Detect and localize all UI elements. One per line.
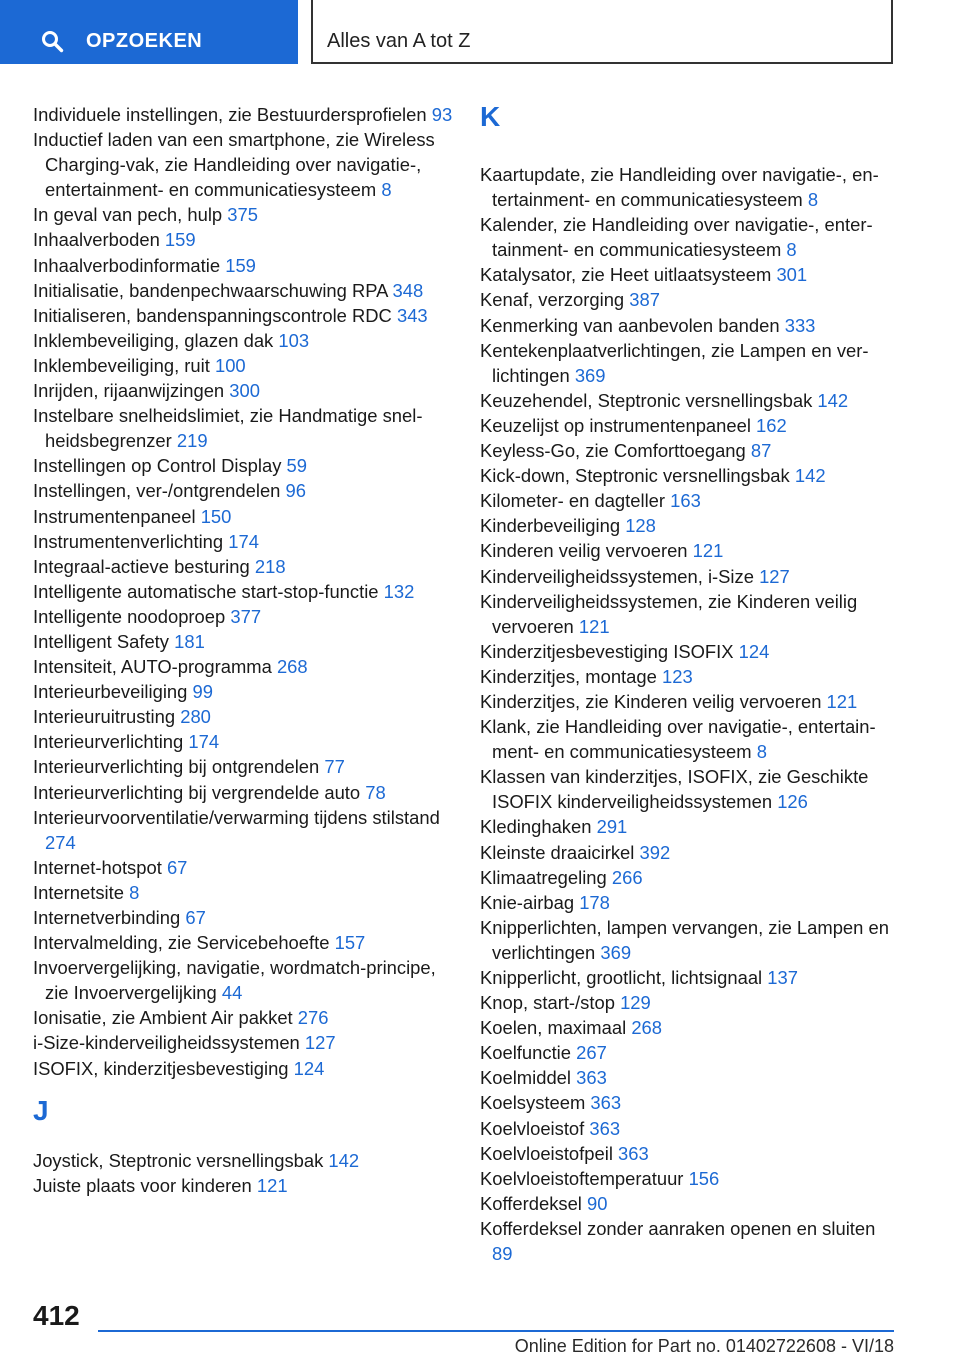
index-page-link[interactable]: 363: [589, 1117, 621, 1139]
index-page-link[interactable]: 96: [285, 480, 307, 502]
index-entry-text: i-Size-kinderveiligheidssystemen: [33, 1032, 300, 1054]
index-entry-text: Koelfunctie: [480, 1042, 571, 1064]
index-page-link[interactable]: 124: [738, 640, 770, 662]
search-tab-label: OPZOEKEN: [86, 30, 203, 52]
index-page-link[interactable]: 127: [304, 1032, 336, 1054]
index-entry: [480, 1040, 900, 1065]
index-page-link[interactable]: 137: [767, 967, 798, 988]
index-entry-text: Inklembeveiliging, ruit: [33, 354, 210, 376]
index-entry-text: Integraal-actieve besturing: [33, 555, 250, 577]
index-page-link[interactable]: 343: [396, 304, 428, 326]
index-entry: [480, 714, 900, 764]
index-page-link[interactable]: 132: [383, 580, 415, 602]
index-entry: [33, 579, 453, 604]
index-entry-text: Koelvloeistof: [480, 1117, 585, 1139]
index-entry-text: Klank, zie Handleiding over navigatie-, entertainment- en communicatiesysteem: [480, 716, 876, 763]
index-entry: [480, 840, 900, 865]
index-entry: [33, 253, 453, 278]
index-page-link[interactable]: 128: [625, 515, 656, 537]
index-entry: [480, 1191, 900, 1216]
index-entry: [480, 262, 900, 287]
index-entry: [480, 664, 900, 689]
index-page-link[interactable]: 162: [756, 414, 787, 436]
top-navigation-bar: [0, 0, 960, 66]
index-entry-text: Knie-airbag: [480, 891, 575, 913]
index-entry: [480, 388, 900, 413]
footer-divider: [98, 1330, 894, 1332]
index-entry: [33, 679, 453, 704]
index-page-link[interactable]: 369: [574, 364, 606, 386]
index-entry: [480, 890, 900, 915]
edition-footer-text: Online Edition for Part no. 01402722608 - VI/18: [514, 1336, 894, 1356]
index-entry-text: Keuzehendel, Steptronic versnellingsbak: [480, 389, 813, 411]
index-page-link[interactable]: 218: [254, 555, 286, 577]
index-page-link[interactable]: 8: [129, 881, 140, 903]
index-entry: [33, 227, 453, 252]
index-entry-text: Inrijden, rijaanwijzingen: [33, 380, 225, 402]
index-entry: [33, 930, 453, 955]
index-entry: [33, 780, 453, 805]
index-page-link[interactable]: 300: [229, 380, 260, 402]
index-entry-text: Keyless-Go, zie Comforttoegang: [480, 440, 746, 462]
index-entry-text: Koelvloeistoftemperatuur: [480, 1167, 684, 1189]
index-page-link[interactable]: 100: [214, 354, 246, 376]
index-entry: [480, 162, 900, 212]
index-entry: [480, 814, 900, 839]
index-page-link[interactable]: 77: [324, 756, 345, 778]
index-page-link[interactable]: 348: [392, 279, 424, 301]
index-entry-text: Kinderzitjes, montage: [480, 665, 657, 687]
index-entry: [480, 965, 900, 990]
index-entry-text: Kinderveiligheidssystemen, i-Size: [480, 565, 754, 587]
index-page-link[interactable]: 280: [180, 706, 211, 728]
index-entry-text: Koelsysteem: [480, 1092, 586, 1114]
index-page-link[interactable]: 142: [817, 389, 849, 411]
index-entry: [480, 438, 900, 463]
index-entry: [480, 865, 900, 890]
index-entry: [33, 955, 453, 1005]
index-page-link[interactable]: 387: [629, 289, 660, 311]
index-entry: [480, 589, 900, 639]
index-entry-text: Instellingen op Control Display: [33, 455, 282, 477]
index-entry: [480, 463, 900, 488]
index-page-link[interactable]: 375: [227, 204, 258, 226]
section-tab-label: Alles van A tot Z: [327, 30, 471, 52]
index-entry-text: Kleinste draaicirkel: [480, 841, 635, 863]
index-page-link[interactable]: 163: [670, 490, 701, 512]
index-entry-text: Koelvloeistofpeil: [480, 1142, 613, 1164]
index-entry-text: Klassen van kinderzitjes, ISOFIX, zie Geschikte ISOFIX kinderveiligheidssystemen: [480, 766, 869, 813]
index-page-link[interactable]: 89: [492, 1243, 513, 1265]
index-page-link[interactable]: 8: [807, 189, 819, 211]
index-page-link[interactable]: 268: [631, 1017, 662, 1039]
index-page-link[interactable]: 159: [225, 254, 256, 276]
index-page-link[interactable]: 266: [611, 866, 643, 888]
index-entry: [33, 1173, 453, 1198]
index-entry-text: Interieurverlichting bij ontgrendelen: [33, 756, 320, 778]
index-entry-text: Kentekenplaatverlichtingen, zie Lampen en verlichtingen: [480, 339, 869, 386]
index-entry-text: Instelbare snelheidslimiet, zie Handmatige snelheidsbegrenzer: [33, 405, 423, 452]
index-entry-text: Internet-hotspot: [33, 856, 162, 878]
index-page-link[interactable]: 103: [278, 329, 310, 351]
index-page-link[interactable]: 174: [188, 731, 220, 753]
index-entry-text: Kinderveiligheidssystemen, zie Kinderen veilig vervoeren: [480, 590, 858, 637]
index-page-link[interactable]: 363: [590, 1092, 622, 1114]
index-entry: [33, 102, 453, 127]
index-entry-text: Kick-down, Steptronic versnellingsbak: [480, 465, 790, 487]
index-page-link[interactable]: 268: [276, 656, 308, 678]
index-page-link[interactable]: 127: [759, 565, 790, 587]
index-entry: [480, 488, 900, 513]
index-entry-text: Kinderen veilig vervoeren: [480, 540, 688, 562]
index-page-link[interactable]: 392: [639, 841, 671, 863]
page-number: 412: [33, 1300, 80, 1331]
index-entry: [33, 278, 453, 303]
index-page-link[interactable]: 274: [45, 831, 76, 853]
index-entry-text: Initialiseren, bandenspanningscontrole RDC: [33, 304, 392, 326]
index-entry-text: Intervalmelding, zie Servicebehoefte: [33, 932, 330, 954]
index-entry-text: Knop, start-/stop: [480, 992, 615, 1014]
index-page-link[interactable]: 363: [576, 1067, 607, 1089]
index-entry: [33, 805, 453, 855]
index-page-link[interactable]: 99: [192, 681, 213, 703]
index-entry-text: Keuzelijst op instrumentenpaneel: [480, 414, 751, 436]
index-entry-text: Instellingen, ver-/ontgrendelen: [33, 480, 281, 502]
index-page-link[interactable]: 276: [297, 1007, 329, 1029]
index-page-link[interactable]: 124: [293, 1057, 325, 1079]
index-column-left: [33, 102, 453, 1198]
index-entry-text: Interieuruitrusting: [33, 706, 176, 728]
index-entry: [480, 338, 900, 388]
index-entry: [33, 629, 453, 654]
index-entry: [33, 905, 453, 930]
index-entry-text: Instrumentenverlichting: [33, 530, 224, 552]
index-entry-text: Intelligente noodoproep: [33, 605, 226, 627]
index-entry: [33, 504, 453, 529]
index-entry: [33, 478, 453, 503]
index-page-link[interactable]: 121: [578, 615, 610, 637]
index-entry: [480, 1065, 900, 1090]
index-page-link[interactable]: 156: [688, 1167, 720, 1189]
index-entry-text: Intensiteit, AUTO-programma: [33, 656, 272, 678]
index-page-link[interactable]: 333: [784, 314, 816, 336]
index-entry: [33, 729, 453, 754]
index-entry-text: Initialisatie, bandenpechwaarschuwing RPA: [33, 279, 388, 301]
index-column-right: [480, 102, 900, 1266]
index-entry-text: Inklembeveiliging, glazen dak: [33, 329, 274, 351]
index-entry-text: Interieurbeveiliging: [33, 681, 188, 703]
index-entry: [33, 604, 453, 629]
index-entry-text: Internetverbinding: [33, 907, 181, 928]
index-page-link[interactable]: 291: [596, 816, 628, 838]
index-entry: [33, 403, 453, 453]
index-entry: [480, 513, 900, 538]
index-entry-text: Invoervergelijking, navigatie, wordmatch-principe, zie Invoervergelijking: [33, 957, 436, 1004]
index-entry: [480, 915, 900, 965]
index-entry: [480, 1015, 900, 1040]
index-entry: [33, 654, 453, 679]
index-entry-text: Kledinghaken: [480, 816, 592, 838]
index-page-link[interactable]: 78: [365, 781, 386, 803]
index-entry: [480, 689, 900, 714]
index-page-link[interactable]: 126: [777, 791, 808, 813]
index-page-link[interactable]: 142: [794, 465, 826, 487]
index-entry-text: Inductief laden van een smartphone, zie Wireless Charging-vak, zie Handleiding over navigatie-, entertainment- en communicatiesysteem: [33, 129, 435, 201]
index-page-link[interactable]: 181: [174, 630, 205, 652]
index-entry-text: Knipperlichten, lampen vervangen, zie Lampen en verlichtingen: [480, 916, 889, 963]
index-entry: [33, 1005, 453, 1030]
index-entry: [33, 1148, 453, 1173]
index-page-link[interactable]: 142: [328, 1149, 360, 1171]
index-page-link[interactable]: 377: [230, 605, 262, 627]
index-entry: [33, 855, 453, 880]
index-entry-text: Koelmiddel: [480, 1067, 571, 1089]
index-entry: [33, 754, 453, 779]
index-page-link[interactable]: 67: [185, 907, 206, 928]
index-page-link[interactable]: 90: [587, 1192, 608, 1214]
index-entry-text: Ionisatie, zie Ambient Air pakket: [33, 1007, 293, 1029]
index-entry: [33, 328, 453, 353]
index-entry: [33, 880, 453, 905]
index-entry: [480, 1216, 900, 1266]
search-tab-button[interactable]: [0, 0, 298, 64]
index-entry-text: Interieurvoorventilatie/verwarming tijdens stilstand: [33, 806, 440, 828]
index-page-link[interactable]: 129: [620, 992, 651, 1014]
index-entry-text: Intelligente automatische start-stop-functie: [33, 580, 379, 602]
index-page-link[interactable]: 267: [576, 1042, 607, 1064]
index-entry: [480, 313, 900, 338]
index-entry-text: Juiste plaats voor kinderen: [33, 1174, 252, 1196]
index-letter-heading: K: [480, 101, 501, 132]
index-entry-text: Koelen, maximaal: [480, 1017, 627, 1039]
index-entry-text: Kofferdeksel zonder aanraken openen en sluiten: [480, 1217, 876, 1239]
index-page-link[interactable]: 157: [334, 932, 366, 954]
index-entry-text: Instrumentenpaneel: [33, 505, 196, 527]
index-entry: [33, 1056, 453, 1081]
section-tab[interactable]: [311, 0, 893, 64]
index-entry: [480, 564, 900, 589]
index-entry-text: Individuele instellingen, zie Bestuurdersprofielen: [33, 104, 427, 125]
index-entry: [33, 453, 453, 478]
index-entry: [480, 1116, 900, 1141]
index-page-link[interactable]: 123: [661, 665, 693, 687]
index-page-link[interactable]: 301: [776, 264, 808, 286]
index-entry: [480, 212, 900, 262]
index-entry: [480, 639, 900, 664]
index-entry-text: Kinderbeveiliging: [480, 515, 621, 537]
index-entry-text: Interieurverlichting bij vergrendelde auto: [33, 781, 361, 803]
index-page-link[interactable]: 150: [200, 505, 232, 527]
index-entry: [33, 353, 453, 378]
index-entry: [480, 990, 900, 1015]
index-entry: [33, 202, 453, 227]
index-entry-text: Kenaf, verzorging: [480, 289, 625, 311]
index-entry-text: Kilometer- en dagteller: [480, 490, 666, 512]
index-page-link[interactable]: 178: [579, 891, 610, 913]
index-entry-text: Kalender, zie Handleiding over navigatie-, entertainment- en communicatiesysteem: [480, 214, 873, 261]
index-page-link[interactable]: 121: [826, 690, 858, 712]
index-page-link[interactable]: 121: [692, 540, 724, 562]
index-entry: [480, 1166, 900, 1191]
index-page-link[interactable]: 121: [256, 1174, 288, 1196]
index-page-link[interactable]: 93: [431, 104, 453, 125]
index-entry: [480, 1090, 900, 1115]
index-entry-text: Katalysator, zie Heet uitlaatsysteem: [480, 264, 772, 286]
index-entry: [33, 1030, 453, 1055]
index-entry-text: Internetsite: [33, 881, 124, 903]
index-page-link[interactable]: 363: [618, 1142, 649, 1164]
index-page-link[interactable]: 8: [756, 741, 767, 763]
index-entry-text: Knipperlicht, grootlicht, lichtsignaal: [480, 967, 763, 988]
index-entry-text: Kaartupdate, zie Handleiding over navigatie-, entertainment- en communicatiesysteem: [480, 164, 879, 211]
index-page-link[interactable]: 67: [166, 856, 188, 878]
index-entry-text: ISOFIX, kinderzitjesbevestiging: [33, 1057, 289, 1079]
index-entry: [480, 287, 900, 312]
index-entry: [480, 538, 900, 563]
index-entry: [33, 554, 453, 579]
index-page-link[interactable]: 219: [176, 430, 208, 452]
index-entry: [480, 1141, 900, 1166]
index-page-link[interactable]: 369: [600, 941, 632, 963]
index-entry-text: Kenmerking van aanbevolen banden: [480, 314, 780, 336]
index-page-link[interactable]: 8: [381, 179, 392, 201]
index-entry-text: Intelligent Safety: [33, 630, 169, 652]
index-page-link[interactable]: 59: [286, 455, 308, 477]
index-entry: [33, 704, 453, 729]
index-entry: [480, 413, 900, 438]
index-letter-heading: J: [33, 1094, 49, 1126]
index-entry: [33, 303, 453, 328]
index-entry: [33, 529, 453, 554]
index-entry: [33, 127, 453, 202]
index-entry-text: Kinderzitjesbevestiging ISOFIX: [480, 640, 734, 662]
index-entry: [480, 764, 900, 814]
index-entry-text: Interieurverlichting: [33, 731, 184, 753]
index-entry-text: Inhaalverbodinformatie: [33, 254, 221, 276]
index-entry-text: Klimaatregeling: [480, 866, 607, 888]
index-page-link[interactable]: 87: [750, 440, 772, 462]
index-entry-text: Joystick, Steptronic versnellingsbak: [33, 1149, 324, 1171]
index-page-link[interactable]: 159: [164, 229, 196, 251]
index-entry-text: Kinderzitjes, zie Kinderen veilig vervoeren: [480, 690, 822, 712]
index-entry-text: Kofferdeksel: [480, 1192, 582, 1214]
index-page-link[interactable]: 8: [786, 239, 797, 261]
index-entry-text: Inhaalverboden: [33, 229, 160, 251]
search-icon: [40, 29, 64, 53]
index-entry-text: In geval van pech, hulp: [33, 204, 223, 226]
index-page-link[interactable]: 174: [228, 530, 259, 552]
index-page-link[interactable]: 44: [221, 982, 243, 1004]
index-entry: [33, 378, 453, 403]
